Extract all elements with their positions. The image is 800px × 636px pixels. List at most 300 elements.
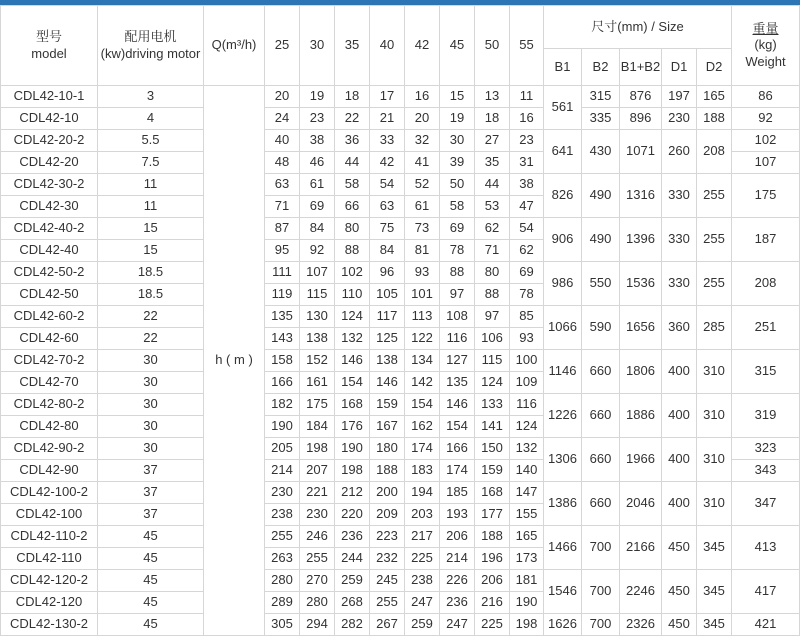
- size-value-cell: 1886: [620, 394, 662, 438]
- q-value-cell: 159: [475, 460, 510, 482]
- motor-cell: 45: [98, 570, 204, 592]
- q-value-cell: 87: [265, 218, 300, 240]
- size-value-cell: 255: [697, 262, 732, 306]
- q-value-cell: 109: [510, 372, 544, 394]
- size-value-cell: 561: [544, 86, 582, 130]
- weight-value-cell: 251: [732, 306, 800, 350]
- q-value-cell: 27: [475, 130, 510, 152]
- q-value-cell: 135: [440, 372, 475, 394]
- q-value-cell: 146: [440, 394, 475, 416]
- q-value-cell: 220: [335, 504, 370, 526]
- q-value-cell: 62: [510, 240, 544, 262]
- q-value-cell: 32: [405, 130, 440, 152]
- weight-value-cell: 175: [732, 174, 800, 218]
- q-value-cell: 13: [475, 86, 510, 108]
- q-value-cell: 75: [370, 218, 405, 240]
- size-value-cell: 700: [582, 570, 620, 614]
- weight-value-cell: 417: [732, 570, 800, 614]
- q-value-cell: 159: [370, 394, 405, 416]
- q-value-cell: 18: [335, 86, 370, 108]
- size-value-cell: 315: [582, 86, 620, 108]
- q-value-cell: 221: [300, 482, 335, 504]
- q-value-cell: 124: [510, 416, 544, 438]
- size-value-cell: 700: [582, 526, 620, 570]
- header-flow-q: Q(m³/h): [204, 6, 265, 86]
- q-value-cell: 141: [475, 416, 510, 438]
- q-value-cell: 209: [370, 504, 405, 526]
- model-cell: CDL42-50: [1, 284, 98, 306]
- motor-cell: 7.5: [98, 152, 204, 174]
- q-value-cell: 88: [440, 262, 475, 284]
- q-value-cell: 267: [370, 614, 405, 636]
- q-value-cell: 206: [475, 570, 510, 592]
- size-value-cell: 197: [662, 86, 697, 108]
- size-value-cell: 400: [662, 394, 697, 438]
- size-value-cell: 345: [697, 614, 732, 636]
- q-value-cell: 78: [510, 284, 544, 306]
- motor-cell: 15: [98, 218, 204, 240]
- q-value-cell: 81: [405, 240, 440, 262]
- q-value-cell: 225: [405, 548, 440, 570]
- table-row: [1, 108, 800, 130]
- model-cell: CDL42-50-2: [1, 262, 98, 284]
- q-value-cell: 97: [475, 306, 510, 328]
- q-value-cell: 280: [300, 592, 335, 614]
- q-value-cell: 58: [440, 196, 475, 218]
- size-value-cell: 260: [662, 130, 697, 174]
- q-value-cell: 294: [300, 614, 335, 636]
- q-value-cell: 95: [265, 240, 300, 262]
- q-value-cell: 22: [335, 108, 370, 130]
- size-value-cell: 1071: [620, 130, 662, 174]
- q-value-cell: 138: [300, 328, 335, 350]
- motor-cell: 11: [98, 174, 204, 196]
- motor-cell: 45: [98, 526, 204, 548]
- q-value-cell: 193: [440, 504, 475, 526]
- size-value-cell: 1626: [544, 614, 582, 636]
- header-size-d1: D1: [662, 49, 697, 86]
- model-cell: CDL42-30: [1, 196, 98, 218]
- q-value-cell: 146: [370, 372, 405, 394]
- size-value-cell: 2326: [620, 614, 662, 636]
- q-value-cell: 41: [405, 152, 440, 174]
- q-value-cell: 245: [370, 570, 405, 592]
- q-value-cell: 162: [405, 416, 440, 438]
- size-value-cell: 1316: [620, 174, 662, 218]
- weight-value-cell: 187: [732, 218, 800, 262]
- q-value-cell: 38: [300, 130, 335, 152]
- model-cell: CDL42-60: [1, 328, 98, 350]
- size-value-cell: 1386: [544, 482, 582, 526]
- q-value-cell: 96: [370, 262, 405, 284]
- size-value-cell: 1536: [620, 262, 662, 306]
- size-value-cell: 450: [662, 570, 697, 614]
- table-row: [1, 526, 800, 548]
- size-value-cell: 660: [582, 482, 620, 526]
- model-cell: CDL42-40-2: [1, 218, 98, 240]
- q-value-cell: 93: [510, 328, 544, 350]
- q-value-cell: 165: [510, 526, 544, 548]
- size-value-cell: 208: [697, 130, 732, 174]
- q-value-cell: 127: [440, 350, 475, 372]
- weight-value-cell: 315: [732, 350, 800, 394]
- header-model: [1, 6, 98, 86]
- q-value-cell: 185: [440, 482, 475, 504]
- q-value-cell: 71: [265, 196, 300, 218]
- size-value-cell: 400: [662, 350, 697, 394]
- table-row: [1, 350, 800, 372]
- model-cell: CDL42-20: [1, 152, 98, 174]
- size-value-cell: 826: [544, 174, 582, 218]
- size-value-cell: 1066: [544, 306, 582, 350]
- q-value-cell: 140: [510, 460, 544, 482]
- weight-value-cell: 347: [732, 482, 800, 526]
- q-value-cell: 80: [475, 262, 510, 284]
- q-value-cell: 132: [510, 438, 544, 460]
- header-model-en: model: [31, 45, 67, 61]
- q-value-cell: 236: [440, 592, 475, 614]
- size-value-cell: 360: [662, 306, 697, 350]
- q-value-cell: 214: [440, 548, 475, 570]
- q-value-cell: 24: [265, 108, 300, 130]
- table-header: [1, 6, 800, 86]
- q-value-cell: 247: [440, 614, 475, 636]
- q-value-cell: 217: [405, 526, 440, 548]
- model-cell: CDL42-120: [1, 592, 98, 614]
- head-unit-cell: h ( m ): [204, 86, 265, 636]
- q-value-cell: 177: [475, 504, 510, 526]
- size-value-cell: 2046: [620, 482, 662, 526]
- motor-cell: 37: [98, 460, 204, 482]
- q-value-cell: 46: [300, 152, 335, 174]
- header-q-40: 40: [370, 6, 405, 86]
- q-value-cell: 282: [335, 614, 370, 636]
- model-cell: CDL42-10-1: [1, 86, 98, 108]
- q-value-cell: 238: [405, 570, 440, 592]
- header-size-group: 尺寸(mm) / Size: [544, 6, 732, 49]
- q-value-cell: 54: [370, 174, 405, 196]
- q-value-cell: 230: [265, 482, 300, 504]
- q-value-cell: 52: [405, 174, 440, 196]
- motor-cell: 30: [98, 438, 204, 460]
- q-value-cell: 62: [475, 218, 510, 240]
- motor-cell: 30: [98, 394, 204, 416]
- q-value-cell: 20: [265, 86, 300, 108]
- q-value-cell: 63: [370, 196, 405, 218]
- q-value-cell: 147: [510, 482, 544, 504]
- header-q-30: 30: [300, 6, 335, 86]
- q-value-cell: 188: [475, 526, 510, 548]
- motor-cell: 3: [98, 86, 204, 108]
- size-value-cell: 986: [544, 262, 582, 306]
- q-value-cell: 42: [370, 152, 405, 174]
- size-value-cell: 1226: [544, 394, 582, 438]
- q-value-cell: 268: [335, 592, 370, 614]
- q-value-cell: 35: [475, 152, 510, 174]
- q-value-cell: 44: [335, 152, 370, 174]
- q-value-cell: 183: [405, 460, 440, 482]
- model-cell: CDL42-130-2: [1, 614, 98, 636]
- q-value-cell: 194: [405, 482, 440, 504]
- q-value-cell: 259: [405, 614, 440, 636]
- size-value-cell: 345: [697, 526, 732, 570]
- size-value-cell: 641: [544, 130, 582, 174]
- motor-cell: 15: [98, 240, 204, 262]
- q-value-cell: 154: [335, 372, 370, 394]
- q-value-cell: 161: [300, 372, 335, 394]
- motor-cell: 30: [98, 372, 204, 394]
- q-value-cell: 280: [265, 570, 300, 592]
- size-value-cell: 1656: [620, 306, 662, 350]
- q-value-cell: 270: [300, 570, 335, 592]
- q-value-cell: 50: [440, 174, 475, 196]
- q-value-cell: 84: [370, 240, 405, 262]
- q-value-cell: 38: [510, 174, 544, 196]
- weight-value-cell: 86: [732, 86, 800, 108]
- q-value-cell: 289: [265, 592, 300, 614]
- size-value-cell: 2166: [620, 526, 662, 570]
- q-value-cell: 255: [265, 526, 300, 548]
- header-q-25: 25: [265, 6, 300, 86]
- q-value-cell: 203: [405, 504, 440, 526]
- q-value-cell: 58: [335, 174, 370, 196]
- q-value-cell: 40: [265, 130, 300, 152]
- weight-value-cell: 343: [732, 460, 800, 482]
- model-cell: CDL42-10: [1, 108, 98, 130]
- size-value-cell: 330: [662, 262, 697, 306]
- weight-value-cell: 107: [732, 152, 800, 174]
- size-value-cell: 230: [662, 108, 697, 130]
- motor-cell: 18.5: [98, 284, 204, 306]
- table-row: [1, 262, 800, 284]
- motor-cell: 30: [98, 416, 204, 438]
- header-weight: [732, 6, 800, 86]
- q-value-cell: 143: [265, 328, 300, 350]
- q-value-cell: 134: [405, 350, 440, 372]
- q-value-cell: 85: [510, 306, 544, 328]
- q-value-cell: 106: [475, 328, 510, 350]
- q-value-cell: 61: [405, 196, 440, 218]
- q-value-cell: 116: [510, 394, 544, 416]
- header-weight-cn: 重量 (kg): [752, 21, 779, 53]
- motor-cell: 22: [98, 328, 204, 350]
- q-value-cell: 135: [265, 306, 300, 328]
- size-value-cell: 700: [582, 614, 620, 636]
- q-value-cell: 305: [265, 614, 300, 636]
- q-value-cell: 226: [440, 570, 475, 592]
- q-value-cell: 71: [475, 240, 510, 262]
- q-value-cell: 223: [370, 526, 405, 548]
- q-value-cell: 198: [300, 438, 335, 460]
- motor-cell: 5.5: [98, 130, 204, 152]
- q-value-cell: 21: [370, 108, 405, 130]
- model-cell: CDL42-20-2: [1, 130, 98, 152]
- q-value-cell: 84: [300, 218, 335, 240]
- size-value-cell: 550: [582, 262, 620, 306]
- q-value-cell: 19: [440, 108, 475, 130]
- q-value-cell: 152: [300, 350, 335, 372]
- size-value-cell: 285: [697, 306, 732, 350]
- q-value-cell: 198: [510, 614, 544, 636]
- q-value-cell: 214: [265, 460, 300, 482]
- size-value-cell: 1466: [544, 526, 582, 570]
- q-value-cell: 15: [440, 86, 475, 108]
- q-value-cell: 16: [510, 108, 544, 130]
- q-value-cell: 125: [370, 328, 405, 350]
- size-value-cell: 590: [582, 306, 620, 350]
- q-value-cell: 166: [265, 372, 300, 394]
- q-value-cell: 150: [475, 438, 510, 460]
- q-value-cell: 88: [335, 240, 370, 262]
- q-value-cell: 44: [475, 174, 510, 196]
- size-value-cell: 876: [620, 86, 662, 108]
- q-value-cell: 23: [300, 108, 335, 130]
- q-value-cell: 69: [510, 262, 544, 284]
- model-cell: CDL42-110: [1, 548, 98, 570]
- size-value-cell: 255: [697, 218, 732, 262]
- header-q-55: 55: [510, 6, 544, 86]
- q-value-cell: 180: [370, 438, 405, 460]
- size-value-cell: 450: [662, 614, 697, 636]
- weight-value-cell: 421: [732, 614, 800, 636]
- q-value-cell: 18: [475, 108, 510, 130]
- model-cell: CDL42-70: [1, 372, 98, 394]
- header-q-45: 45: [440, 6, 475, 86]
- q-value-cell: 154: [405, 394, 440, 416]
- weight-value-cell: 413: [732, 526, 800, 570]
- q-value-cell: 119: [265, 284, 300, 306]
- q-value-cell: 111: [265, 262, 300, 284]
- q-value-cell: 146: [335, 350, 370, 372]
- q-value-cell: 154: [440, 416, 475, 438]
- size-value-cell: 310: [697, 350, 732, 394]
- q-value-cell: 69: [300, 196, 335, 218]
- q-value-cell: 230: [300, 504, 335, 526]
- q-value-cell: 205: [265, 438, 300, 460]
- q-value-cell: 101: [405, 284, 440, 306]
- header-q-42: 42: [405, 6, 440, 86]
- weight-value-cell: 208: [732, 262, 800, 306]
- q-value-cell: 182: [265, 394, 300, 416]
- q-value-cell: 31: [510, 152, 544, 174]
- model-cell: CDL42-80-2: [1, 394, 98, 416]
- q-value-cell: 173: [510, 548, 544, 570]
- size-value-cell: 310: [697, 394, 732, 438]
- q-value-cell: 206: [440, 526, 475, 548]
- size-value-cell: 490: [582, 218, 620, 262]
- motor-cell: 18.5: [98, 262, 204, 284]
- table-row: [1, 306, 800, 328]
- header-motor-cn: 配用电机: [124, 29, 177, 45]
- size-value-cell: 660: [582, 438, 620, 482]
- q-value-cell: 17: [370, 86, 405, 108]
- q-value-cell: 48: [265, 152, 300, 174]
- q-value-cell: 132: [335, 328, 370, 350]
- q-value-cell: 181: [510, 570, 544, 592]
- header-size-b1b2: B1+B2: [620, 49, 662, 86]
- motor-cell: 4: [98, 108, 204, 130]
- table-row: [1, 86, 800, 108]
- q-value-cell: 166: [440, 438, 475, 460]
- size-value-cell: 906: [544, 218, 582, 262]
- q-value-cell: 247: [405, 592, 440, 614]
- q-value-cell: 216: [475, 592, 510, 614]
- model-cell: CDL42-60-2: [1, 306, 98, 328]
- table-row: [1, 394, 800, 416]
- q-value-cell: 115: [300, 284, 335, 306]
- q-value-cell: 47: [510, 196, 544, 218]
- size-value-cell: 330: [662, 218, 697, 262]
- q-value-cell: 78: [440, 240, 475, 262]
- q-value-cell: 116: [440, 328, 475, 350]
- size-value-cell: 310: [697, 482, 732, 526]
- table-row: [1, 570, 800, 592]
- q-value-cell: 19: [300, 86, 335, 108]
- size-value-cell: 1806: [620, 350, 662, 394]
- q-value-cell: 259: [335, 570, 370, 592]
- q-value-cell: 88: [475, 284, 510, 306]
- header-motor: [98, 6, 204, 86]
- q-value-cell: 33: [370, 130, 405, 152]
- q-value-cell: 61: [300, 174, 335, 196]
- q-value-cell: 174: [440, 460, 475, 482]
- table-row: [1, 174, 800, 196]
- q-value-cell: 255: [370, 592, 405, 614]
- q-value-cell: 167: [370, 416, 405, 438]
- q-value-cell: 188: [370, 460, 405, 482]
- size-value-cell: 345: [697, 570, 732, 614]
- q-value-cell: 155: [510, 504, 544, 526]
- size-value-cell: 1146: [544, 350, 582, 394]
- q-value-cell: 246: [300, 526, 335, 548]
- size-value-cell: 1396: [620, 218, 662, 262]
- q-value-cell: 225: [475, 614, 510, 636]
- q-value-cell: 80: [335, 218, 370, 240]
- q-value-cell: 174: [405, 438, 440, 460]
- table-row: [1, 438, 800, 460]
- q-value-cell: 23: [510, 130, 544, 152]
- motor-cell: 30: [98, 350, 204, 372]
- header-size-b2: B2: [582, 49, 620, 86]
- motor-cell: 37: [98, 504, 204, 526]
- size-value-cell: 430: [582, 130, 620, 174]
- q-value-cell: 212: [335, 482, 370, 504]
- q-value-cell: 113: [405, 306, 440, 328]
- q-value-cell: 238: [265, 504, 300, 526]
- q-value-cell: 175: [300, 394, 335, 416]
- spec-table-body: [1, 86, 800, 636]
- q-value-cell: 190: [335, 438, 370, 460]
- model-cell: CDL42-30-2: [1, 174, 98, 196]
- size-value-cell: 1966: [620, 438, 662, 482]
- model-cell: CDL42-80: [1, 416, 98, 438]
- q-value-cell: 36: [335, 130, 370, 152]
- model-cell: CDL42-100-2: [1, 482, 98, 504]
- q-value-cell: 117: [370, 306, 405, 328]
- size-value-cell: 400: [662, 482, 697, 526]
- q-value-cell: 108: [440, 306, 475, 328]
- table-row: [1, 130, 800, 152]
- q-value-cell: 176: [335, 416, 370, 438]
- model-cell: CDL42-90-2: [1, 438, 98, 460]
- motor-cell: 22: [98, 306, 204, 328]
- q-value-cell: 107: [300, 262, 335, 284]
- q-value-cell: 138: [370, 350, 405, 372]
- q-value-cell: 93: [405, 262, 440, 284]
- size-value-cell: 1546: [544, 570, 582, 614]
- q-value-cell: 69: [440, 218, 475, 240]
- q-value-cell: 66: [335, 196, 370, 218]
